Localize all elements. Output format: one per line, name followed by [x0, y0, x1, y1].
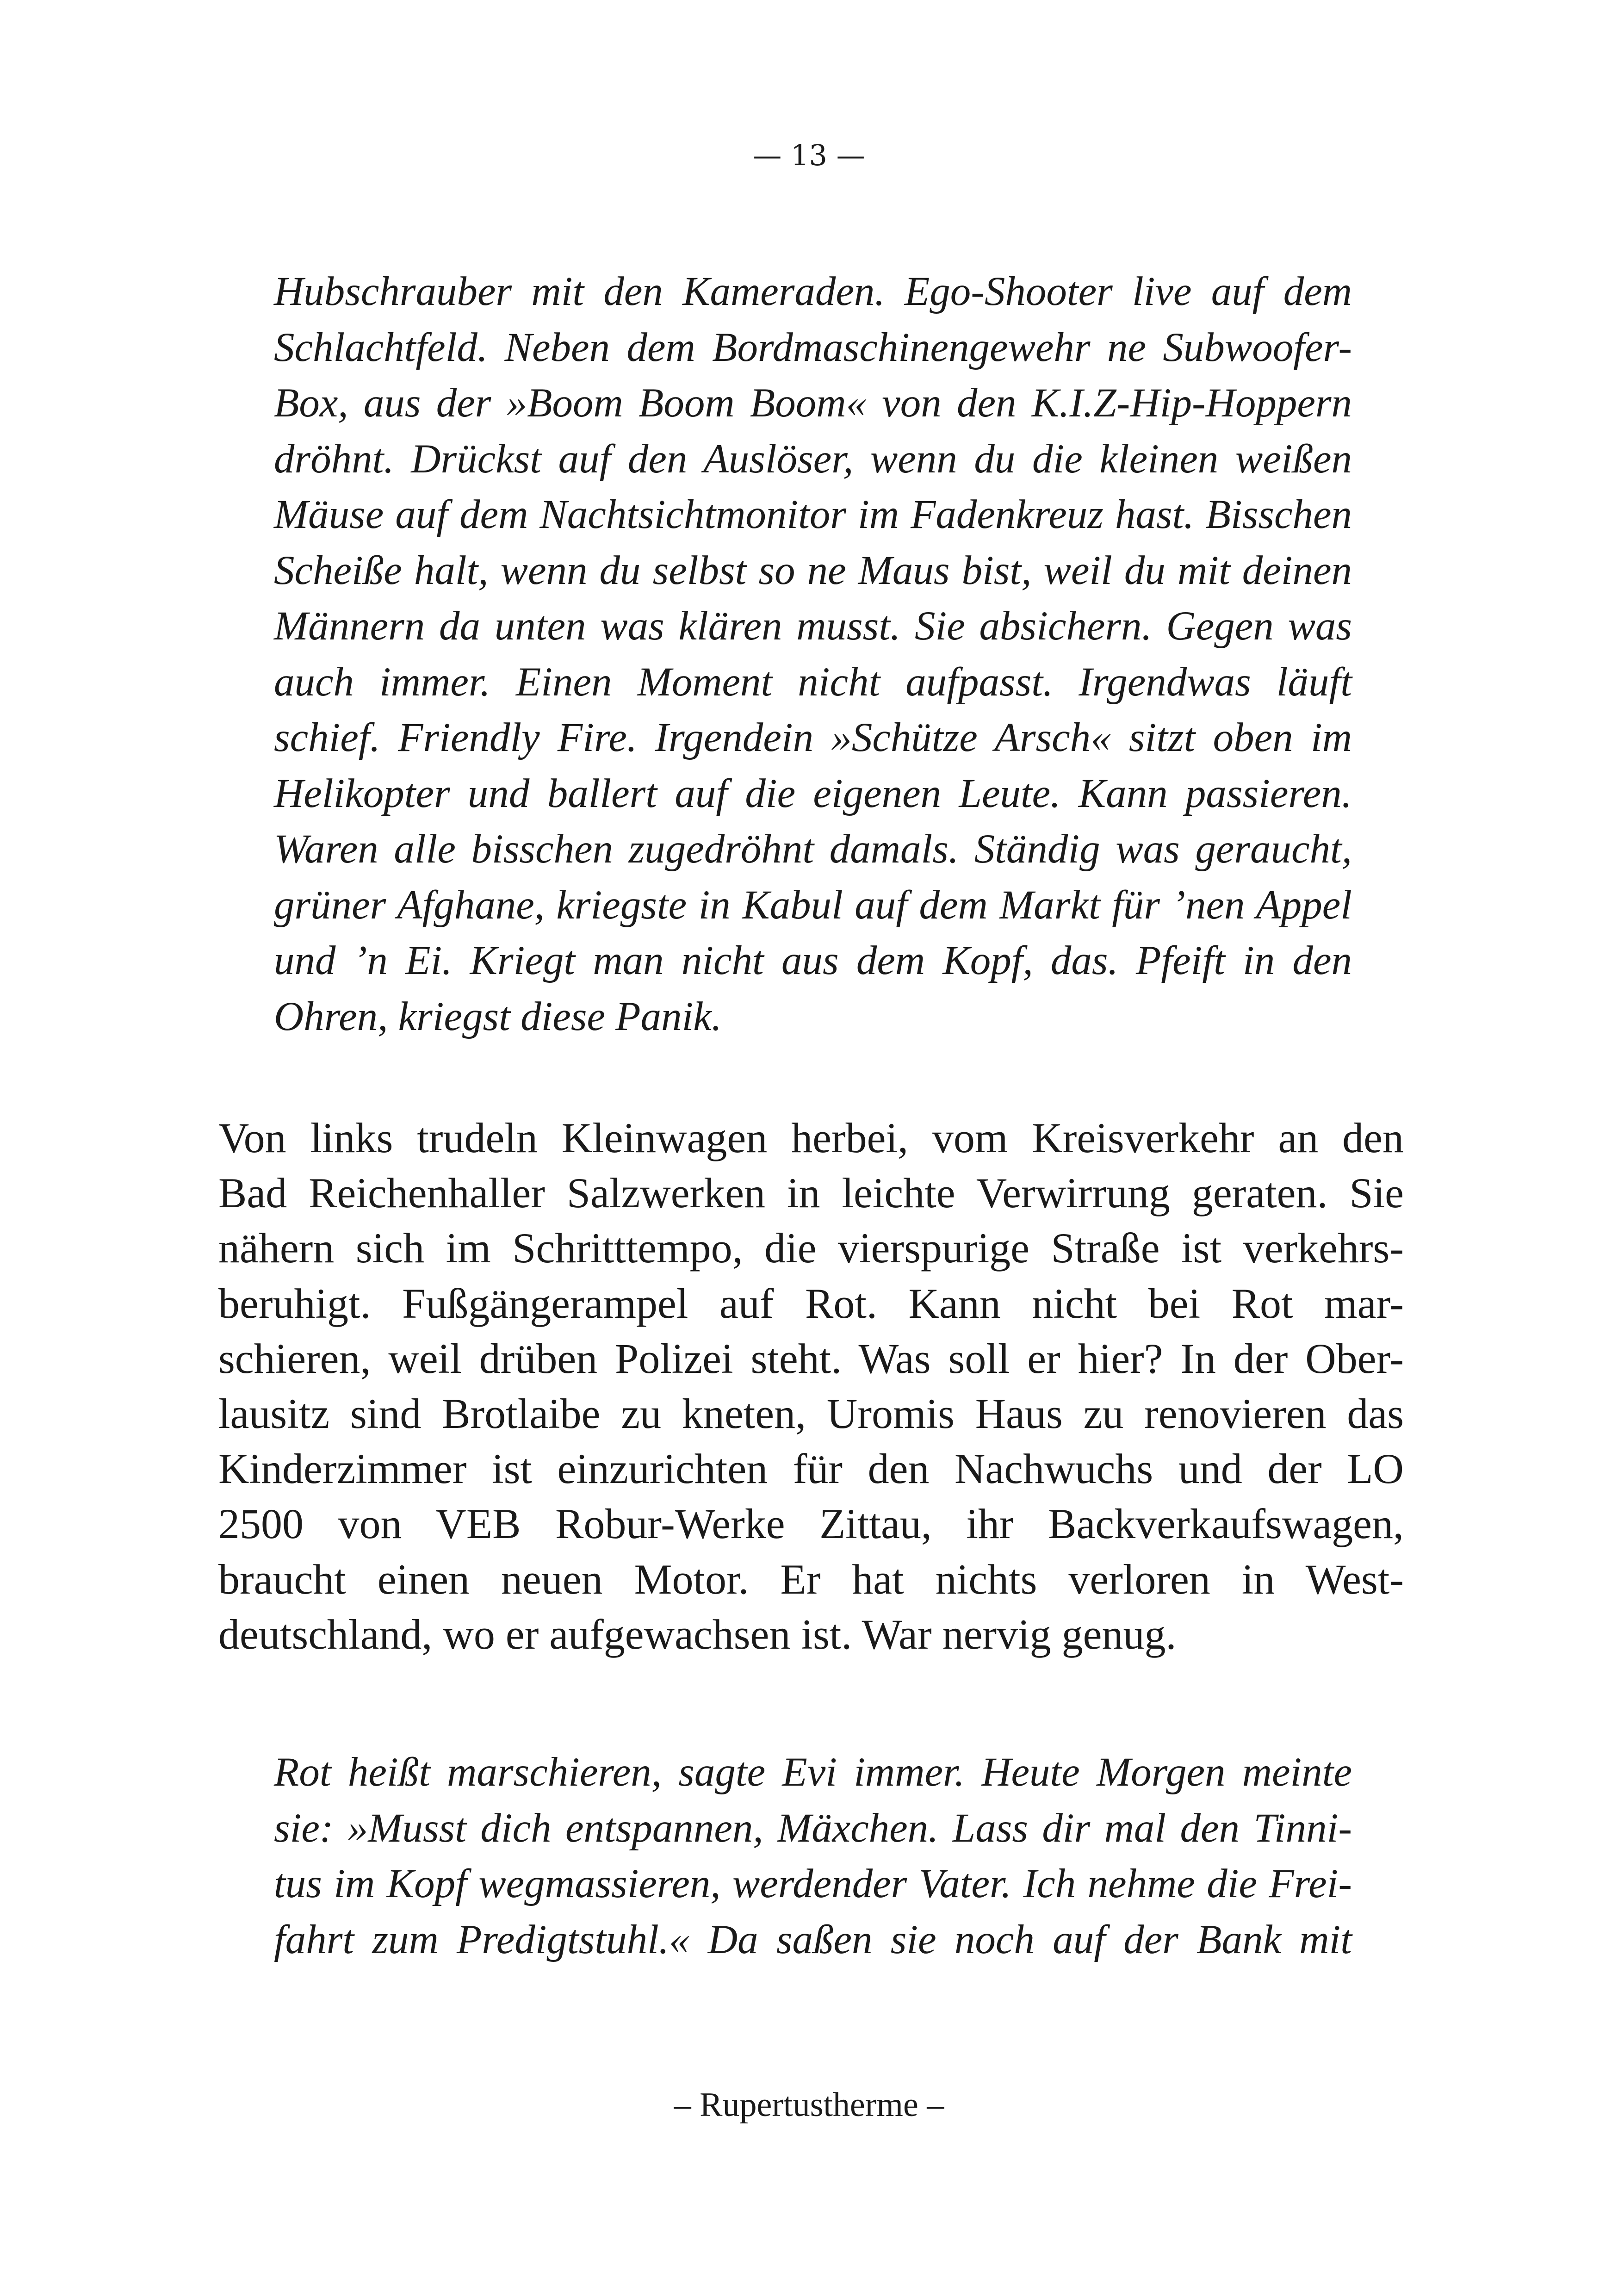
text-line: Waren alle bisschen zugedröhnt damals. Ständig was geraucht,: [274, 826, 1352, 872]
text-line: Schlachtfeld. Neben dem Bordmaschinengewehr ne Subwoofer-: [274, 324, 1352, 370]
text-line: dröhnt. Drückst auf den Auslöser, wenn du die kleinen weißen: [274, 436, 1352, 482]
text-line: und ’n Ei. Kriegt man nicht aus dem Kopf, das. Pfeift in den: [274, 938, 1352, 983]
page-number: — 13 —: [753, 138, 865, 172]
italic-passage-1: [274, 264, 1352, 1044]
text-line: Box, aus der »Boom Boom Boom« von den K.I.Z-Hip-Hoppern: [274, 380, 1352, 426]
text-line: 2500 von VEB Robur-Werke Zittau, ihr Backverkaufswagen,: [218, 1500, 1404, 1548]
running-footer: – Rupertustherme –: [674, 2086, 944, 2124]
text-line: fahrt zum Predigtstuhl.« Da saßen sie noch auf der Bank mit: [274, 1917, 1352, 1962]
text-line: Mäuse auf dem Nachtsichtmonitor im Fadenkreuz hast. Bisschen: [274, 492, 1352, 537]
text-line: Bad Reichenhaller Salzwerken in leichte Verwirrung geraten. Sie: [218, 1169, 1404, 1217]
body-paragraph: [218, 1111, 1404, 1662]
text-line: sie: »Musst dich entspannen, Mäxchen. Lass dir mal den Tinni-: [274, 1805, 1352, 1851]
text-line: nähern sich im Schritttempo, die vierspurige Straße ist verkehrs-: [218, 1224, 1404, 1272]
text-line: Kinderzimmer ist einzurichten für den Nachwuchs und der LO: [218, 1445, 1404, 1493]
italic-passage-2: [274, 1744, 1352, 1967]
text-line: braucht einen neuen Motor. Er hat nichts verloren in West-: [218, 1555, 1404, 1603]
text-line: schief. Friendly Fire. Irgendein »Schütze Arsch« sitzt oben im: [274, 715, 1352, 760]
text-line: beruhigt. Fußgängerampel auf Rot. Kann nicht bei Rot mar-: [218, 1279, 1404, 1327]
text-line: Hubschrauber mit den Kameraden. Ego-Shooter live auf dem: [274, 269, 1352, 314]
text-line: Scheiße halt, wenn du selbst so ne Maus bist, weil du mit deinen: [274, 547, 1352, 593]
text-line: lausitz sind Brotlaibe zu kneten, Uromis Haus zu renovieren das: [218, 1390, 1404, 1437]
text-line: Rot heißt marschieren, sagte Evi immer. Heute Morgen meinte: [274, 1750, 1352, 1795]
text-line: Ohren, kriegst diese Panik.: [274, 993, 722, 1039]
text-line: schieren, weil drüben Polizei steht. Was soll er hier? In der Ober-: [218, 1334, 1404, 1382]
text-line: tus im Kopf wegmassieren, werdender Vater. Ich nehme die Frei-: [274, 1861, 1352, 1906]
text-line: deutschland, wo er aufgewachsen ist. War nervig genug.: [218, 1610, 1177, 1658]
text-line: auch immer. Einen Moment nicht aufpasst. Irgendwas läuft: [274, 659, 1352, 705]
text-line: Männern da unten was klären musst. Sie absichern. Gegen was: [274, 603, 1352, 649]
text-line: Helikopter und ballert auf die eigenen Leute. Kann passieren.: [274, 770, 1352, 816]
text-line: Von links trudeln Kleinwagen herbei, vom Kreisverkehr an den: [218, 1114, 1404, 1161]
text-line: grüner Afghane, kriegste in Kabul auf dem Markt für ’nen Appel: [274, 882, 1352, 928]
